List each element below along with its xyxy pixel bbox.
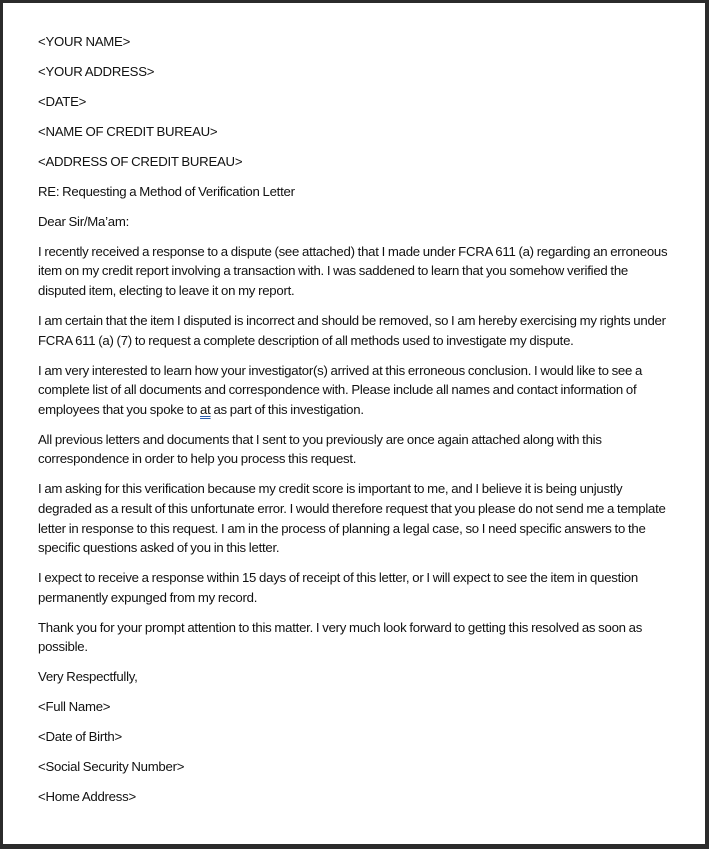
document-page bbox=[3, 3, 705, 844]
subject-line: RE: Requesting a Method of Verification Letter bbox=[38, 183, 295, 199]
letter-date: <DATE> bbox=[38, 93, 87, 109]
paragraph-3-text-after: as part of this investigation. bbox=[210, 401, 364, 417]
salutation: Dear Sir/Ma’am: bbox=[38, 213, 130, 229]
signature-date-of-birth: <Date of Birth> bbox=[38, 729, 122, 745]
signature-full-name: <Full Name> bbox=[38, 699, 111, 715]
body-paragraph-6: I expect to receive a response within 15 days of receipt of this letter, or I will expect to see the item in question permanently expunged from my record. bbox=[38, 570, 638, 605]
signature-ssn: <Social Security Number> bbox=[38, 759, 185, 775]
body-paragraph-7: Thank you for your prompt attention to this matter. I very much look forward to getting this resolved as soon as possible. bbox=[38, 619, 643, 655]
bureau-name: <NAME OF CREDIT BUREAU> bbox=[38, 123, 218, 139]
body-paragraph-4: All previous letters and documents that I sent to you previously are once again attached along with this correspondence in order to help you process this request. bbox=[38, 431, 602, 467]
signature-home-address: <Home Address> bbox=[38, 789, 136, 805]
sender-name: <YOUR NAME> bbox=[38, 34, 131, 49]
body-paragraph-3 bbox=[38, 361, 668, 420]
paragraph-3-text-before: I am very interested to learn how your investigator(s) arrived at this erroneous conclusion. I would like to see a complete list of all documents and correspondence with. Please include all names and contact information of employees that you spoke to bbox=[38, 362, 643, 417]
body-paragraph-2: I am certain that the item I disputed is incorrect and should be removed, so I am hereby exercising my rights under FCRA 611 (a) (7) to request a complete description of all methods used to investigate my dispute. bbox=[38, 313, 666, 348]
grammar-flagged-word[interactable]: at bbox=[200, 401, 211, 417]
closing: Very Respectfully, bbox=[38, 669, 138, 685]
body-paragraph-5: I am asking for this verification because my credit score is important to me, and I believe it is being unjustly degraded as a result of this unfortunate error. I would therefore request that you please do not send me a template letter in response to this request. I am in the process of planning a legal case, so I need specific answers to the specific questions asked of you in this letter. bbox=[38, 481, 666, 556]
bureau-address: <ADDRESS OF CREDIT BUREAU> bbox=[38, 153, 243, 169]
body-paragraph-1: I recently received a response to a dispute (see attached) that I made under FCRA 611 (a) regarding an erroneous item on my credit report involving a transaction with. I was saddened to learn that you somehow verified the disputed item, electing to leave it on my report. bbox=[38, 243, 668, 299]
letter-body bbox=[38, 32, 668, 817]
sender-address: <YOUR ADDRESS> bbox=[38, 63, 155, 79]
